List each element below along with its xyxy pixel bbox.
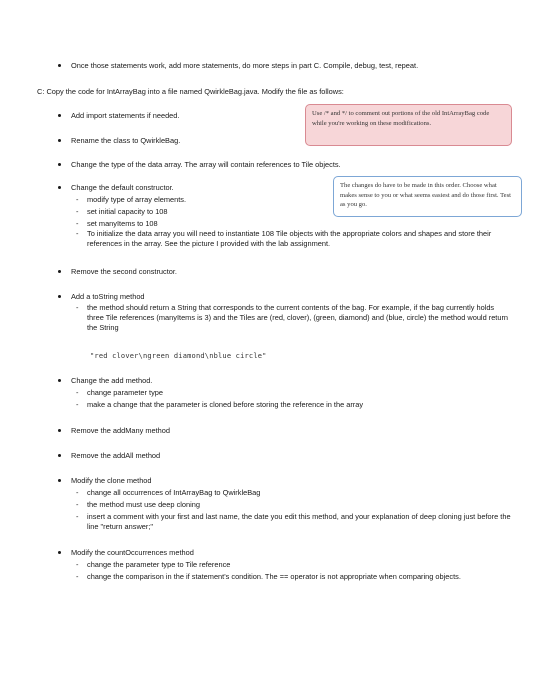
dash-icon: -	[76, 207, 79, 216]
bullet-icon	[58, 64, 61, 67]
dash-icon: -	[76, 229, 79, 238]
dash-icon: -	[76, 219, 79, 228]
dash-icon: -	[76, 388, 79, 397]
list-item-text: Change the type of the data array. The array will contain references to Tile objects.	[71, 160, 341, 169]
list-item-text: Add import statements if needed.	[71, 111, 180, 120]
dash-icon: -	[76, 488, 79, 497]
sub-item-text: set manyItems to 108	[87, 219, 158, 228]
sub-item-text: the method must use deep cloning	[87, 500, 200, 509]
sub-item-text: modify type of array elements.	[87, 195, 186, 204]
dash-icon: -	[76, 560, 79, 569]
list-item-text: Remove the addMany method	[71, 426, 171, 435]
order-note: The changes do have to be made in this order. Choose what makes sense to you or what seems easiest and do those first. Test as you go.	[333, 176, 522, 217]
bullet-icon	[58, 186, 61, 189]
sub-item-text: To initialize the data array you will need to instantiate 108 Tile objects with the appropriate colors and shapes and store their references in the array. See the picture I provided with the lab assignment.	[87, 229, 492, 248]
sub-item-text: insert a comment with your first and last name, the date you edit this method, and your explanation of deep cloning just before the line "return answer;"	[87, 512, 511, 531]
dash-icon: -	[76, 195, 79, 204]
bullet-icon	[58, 454, 61, 457]
list-item-text: Remove the addAll method	[71, 451, 161, 460]
dash-icon: -	[76, 500, 79, 509]
list-item-text: Modify the clone method	[71, 476, 152, 485]
bullet-icon	[58, 379, 61, 382]
bullet-icon	[58, 295, 61, 298]
bullet-icon	[58, 163, 61, 166]
bullet-icon	[58, 551, 61, 554]
dash-icon: -	[76, 572, 79, 581]
list-item-text: Modify the countOccurrences method	[71, 548, 194, 557]
bullet-icon	[58, 479, 61, 482]
sub-item-text: change the comparison in the if statement's condition. The == operator is not appropriate when comparing objects.	[87, 572, 461, 581]
sub-item-text: change the parameter type to Tile reference	[87, 560, 231, 569]
dash-icon: -	[76, 303, 79, 312]
dash-icon: -	[76, 400, 79, 409]
sub-item-text: change all occurrences of IntArrayBag to QwirkleBag	[87, 488, 261, 497]
list-item-text: Change the default constructor.	[71, 183, 174, 192]
section-heading: C: Copy the code for IntArrayBag into a file named QwirkleBag.java. Modify the file as follows:	[37, 87, 344, 96]
list-item-text: Rename the class to QwirkleBag.	[71, 136, 181, 145]
comment-note: Use /* and */ to comment out portions of the old IntArrayBag code while you're working on these modifications.	[305, 104, 512, 146]
code-example: "red clover\ngreen diamond\nblue circle"	[90, 352, 267, 360]
bullet-icon	[58, 429, 61, 432]
list-item-text: Remove the second constructor.	[71, 267, 177, 276]
sub-item-text: change parameter type	[87, 388, 164, 397]
sub-item-text: set initial capacity to 108	[87, 207, 168, 216]
sub-item-text: make a change that the parameter is cloned before storing the reference in the array	[87, 400, 364, 409]
bullet-icon	[58, 139, 61, 142]
dash-icon: -	[76, 512, 79, 521]
list-item-text: Once those statements work, add more statements, do more steps in part C. Compile, debug, test, repeat.	[71, 61, 419, 70]
sub-item-text: the method should return a String that corresponds to the current contents of the bag. For example, if the bag currently holds three Tile references (manyItems is 3) and the Tiles are (red, clover), (green, diamond) and (blue, circle) the method would return the String	[87, 303, 509, 332]
list-item-text: Change the add method.	[71, 376, 153, 385]
bullet-icon	[58, 270, 61, 273]
bullet-icon	[58, 114, 61, 117]
list-item-text: Add a toString method	[71, 292, 145, 301]
